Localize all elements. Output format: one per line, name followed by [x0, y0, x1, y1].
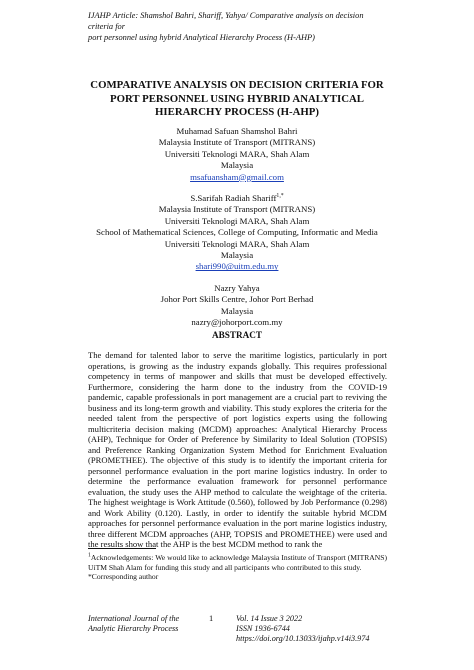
- author-3-affiliation: Johor Port Skills Centre, Johor Port Berhad: [160, 294, 314, 305]
- footer-journal-line-1: International Journal of the: [88, 614, 180, 623]
- footer-doi-link[interactable]: https://doi.org/10.13033/ijahp.v14i3.974: [236, 634, 370, 643]
- running-header: [88, 10, 388, 43]
- author-2-footnote-marker: 1,*: [276, 193, 284, 200]
- page-number: 1: [209, 614, 214, 623]
- running-header-line-2: port personnel using hybrid Analytical Hierarchy Process (H-AHP): [88, 33, 315, 42]
- footer-journal-line-2: Analytic Hierarchy Process: [88, 624, 179, 633]
- author-2-affiliation: School of Mathematical Sciences, College of Computing, Informatic and Media: [96, 227, 378, 238]
- author-2-affiliation: Malaysia: [220, 250, 254, 261]
- author-1-email-link[interactable]: msafuansham@gmail.com: [190, 171, 284, 182]
- author-2-email-link[interactable]: shari990@uitm.edu.my: [195, 261, 279, 272]
- paper-title: [70, 79, 404, 120]
- paper-title-line-2: PORT PERSONNEL USING HYBRID ANALYTICAL: [109, 92, 364, 105]
- footer-volume: Vol. 14 Issue 3 2022: [236, 614, 303, 623]
- author-3-email: nazry@johorport.com.my: [191, 317, 283, 328]
- abstract-text: The demand for talented labor to serve the maritime logistics, particularly in port operations, is growing as the industry expands globally. This requires professional competency in terms of manpower and skills that must be developed effectively. Furthermore, considering the harm done to the industry from the COVID-19 pandemic, capable professionals in port management are a crucial part to reviving the business and its long-term growth and viability. This study explores the criteria for the needed talent from the perspective of port logistics experts using the following multicriteria decision making (MCDM) approaches: Analytical Hierarchy Process (AHP), Technique for Order of Preference by Similarity to Ideal Solution (TOPSIS) and Preference Ranking Organization System Method for Enrichment Evaluation (PROMETHEE). The objective of this study is to identify the important criteria for personnel performance evaluation in the port marine logistics industry. In order to determine the performance evaluation framework for personnel performance evaluation, the study uses the AHP method to calculate the weightage of the criteria. The highest weightage is Work Attitude (0.560), followed by Job Performance (0.298) and Work Ability (0.120). Lastly, in order to identify the suitable hybrid MCDM approaches for personnel performance evaluation in the port marine logistics industry, three different MCDM approaches (AHP, TOPSIS and PROMETHEE) were used and the results show that the AHP is the best MCDM method to rank the: [88, 350, 387, 549]
- footnote-acknowledgements: Acknowledgements: We would like to acknowledge Malaysia Institute of Transport (MITRANS) UiTM Shah Alam for funding this study and all participants who contributed to this study.: [88, 553, 387, 572]
- footnote-marker: 1: [88, 552, 91, 559]
- author-3-name: Nazry Yahya: [214, 282, 260, 293]
- footnote-rule: [88, 548, 156, 549]
- paper-title-line-1: COMPARATIVE ANALYSIS ON DECISION CRITERIA FOR: [90, 79, 384, 91]
- author-block: [80, 126, 394, 329]
- footnote-corresponding-author: *Corresponding author: [88, 572, 159, 582]
- author-1-affiliation: Universiti Teknologi MARA, Shah Alam: [164, 148, 310, 159]
- author-3-affiliation: Malaysia: [220, 305, 254, 316]
- author-2-affiliation: Malaysia Institute of Transport (MITRANS): [158, 204, 316, 215]
- author-2-name: S.Sarifah Radiah Shariff: [190, 193, 277, 204]
- footer-issn: ISSN 1936-6744: [236, 624, 290, 633]
- footer-journal: [88, 614, 208, 634]
- abstract-heading: ABSTRACT: [211, 330, 263, 340]
- author-2-affiliation: Universiti Teknologi MARA, Shah Alam: [164, 238, 310, 249]
- author-2-affiliation: Universiti Teknologi MARA, Shah Alam: [164, 215, 310, 226]
- running-header-line-1: IJAHP Article: Shamshol Bahri, Shariff, Yahya/ Comparative analysis on decision criteria for: [88, 11, 364, 31]
- footer-issue-info: [236, 614, 396, 644]
- author-1-affiliation: Malaysia Institute of Transport (MITRANS): [158, 137, 316, 148]
- author-1-affiliation: Malaysia: [220, 160, 254, 171]
- footnotes: [88, 553, 387, 582]
- author-1-name: Muhamad Safuan Shamshol Bahri: [176, 126, 298, 136]
- paper-title-line-3: HIERARCHY PROCESS (H-AHP): [155, 106, 319, 118]
